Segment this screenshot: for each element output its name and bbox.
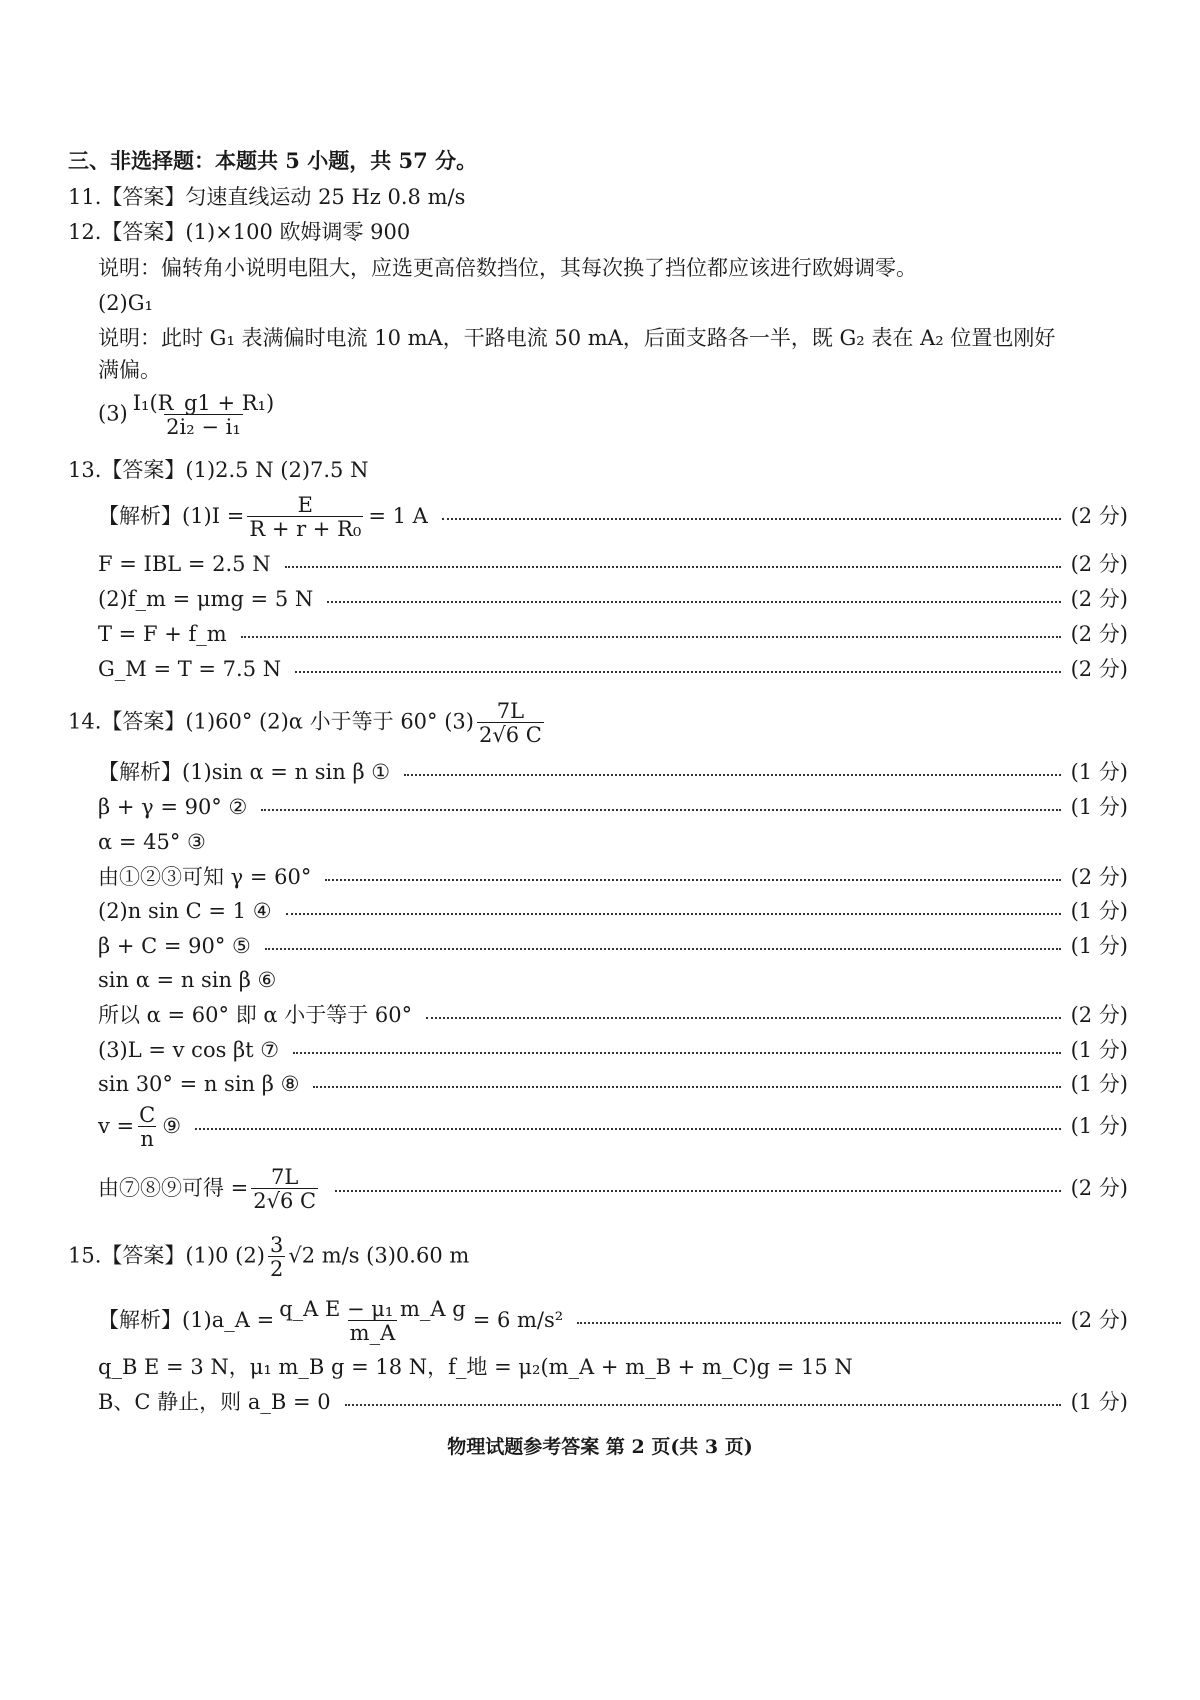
- q14-line4-text: 由①②③可知 γ = 60°: [98, 865, 312, 889]
- q14-answer: [68, 700, 547, 746]
- q12-part3-fraction: [131, 392, 276, 438]
- leader-dots: [293, 1052, 1060, 1054]
- score-points: (1 分): [1070, 1038, 1128, 1062]
- score-points: (1 分): [1070, 795, 1128, 819]
- q14-line12-fraction: [251, 1166, 318, 1212]
- q15-line1-denominator: m_A: [349, 1321, 396, 1346]
- q13-line1-prefix: 【解析】(1)I =: [98, 504, 245, 529]
- score-points: (2 分): [1070, 1003, 1128, 1027]
- q14-line8-text: 所以 α = 60° 即 α 小于等于 60°: [98, 1003, 413, 1027]
- q14-line11: [98, 1104, 1128, 1150]
- score-points: (1 分): [1070, 934, 1128, 958]
- leader-dots: [345, 1404, 1061, 1406]
- q13-line1-denominator: R + r + R₀: [249, 517, 362, 542]
- q11-answer: 11.【答案】匀速直线运动 25 Hz 0.8 m/s: [68, 185, 466, 209]
- q14-line2: [98, 795, 1128, 820]
- leader-dots: [577, 1322, 1060, 1324]
- q15-line2: q_B E = 3 N，μ₁ m_B g = 18 N，f_地 = μ₂(m_A + m_B + m_C)g = 15 N: [98, 1355, 853, 1379]
- q12-note1: 说明：偏转角小说明电阻大，应选更高倍数挡位，其每次换了挡位都应该进行欧姆调零。: [98, 256, 917, 280]
- q14-line11-prefix: v =: [98, 1114, 135, 1139]
- q15-line1-numerator: q_A E − μ₁ m_A g: [279, 1297, 466, 1321]
- leader-dots: [295, 671, 1060, 673]
- score-points: (2 分): [1070, 1308, 1128, 1333]
- q14-line11-numerator: C: [139, 1103, 156, 1127]
- q12-part3-prefix: (3): [98, 401, 128, 426]
- q13-line1: [98, 494, 1128, 540]
- q12-note2-line1: 说明：此时 G₁ 表满偏时电流 10 mA，干路电流 50 mA，后面支路各一半，既 G₂ 表在 A₂ 位置也刚好: [98, 326, 1056, 350]
- q15-line3: [98, 1390, 1128, 1415]
- q13-line5-text: G_M = T = 7.5 N: [98, 657, 282, 681]
- score-points: (1 分): [1070, 1072, 1128, 1096]
- score-points: (2 分): [1070, 587, 1128, 611]
- q13-line3: [98, 587, 1128, 612]
- q13-line2: [98, 552, 1128, 577]
- q14-answer-numerator: 7L: [496, 699, 525, 723]
- score-points: (1 分): [1070, 760, 1128, 784]
- leader-dots: [426, 1017, 1060, 1019]
- leader-dots: [265, 948, 1061, 950]
- leader-dots: [261, 809, 1060, 811]
- q15-answer-fraction: [268, 1234, 285, 1280]
- q13-answer: 13.【答案】(1)2.5 N (2)7.5 N: [68, 458, 369, 482]
- q12-part2: (2)G₁: [98, 291, 153, 315]
- score-points: (1 分): [1070, 1390, 1128, 1414]
- q15-line1-fraction: [277, 1298, 468, 1344]
- q14-line9: [98, 1038, 1128, 1063]
- q13-line4: [98, 622, 1128, 647]
- q14-line5: [98, 899, 1128, 924]
- q13-line2-text: F = IBL = 2.5 N: [98, 552, 271, 576]
- q14-line12-prefix: 由⑦⑧⑨可得 =: [98, 1176, 249, 1201]
- q14-answer-prefix: 14.【答案】(1)60° (2)α 小于等于 60° (3): [68, 709, 474, 734]
- q15-answer-rest: √2 m/s (3)0.60 m: [288, 1243, 470, 1268]
- score-points: (2 分): [1070, 504, 1128, 529]
- q13-line3-text: (2)f_m = μmg = 5 N: [98, 587, 314, 611]
- leader-dots: [241, 636, 1061, 638]
- leader-dots: [325, 879, 1060, 881]
- score-points: (2 分): [1070, 552, 1128, 576]
- leader-dots: [313, 1086, 1060, 1088]
- q13-line1-result: = 1 A: [368, 504, 428, 529]
- q12-part3-numerator: I₁(R_g1 + R₁): [132, 391, 275, 415]
- page-footer: 物理试题参考答案 第 2 页(共 3 页): [447, 1436, 753, 1458]
- section-header: 三、非选择题：本题共 5 小题，共 57 分。: [68, 148, 478, 173]
- q15-answer: [68, 1234, 469, 1280]
- score-points: (2 分): [1070, 622, 1128, 646]
- q14-line11-circle-num: ⑨: [162, 1114, 182, 1139]
- leader-dots: [286, 913, 1061, 915]
- leader-dots: [195, 1128, 1061, 1130]
- score-points: (1 分): [1070, 899, 1128, 923]
- score-points: (2 分): [1070, 1176, 1128, 1201]
- q14-line4: [98, 865, 1128, 890]
- q14-line1-text: 【解析】(1)sin α = n sin β ①: [98, 760, 391, 784]
- q12-answer: 12.【答案】(1)×100 欧姆调零 900: [68, 220, 411, 244]
- q12-note2-line2: 满偏。: [98, 358, 161, 382]
- q12-part3-denominator: 2i₂ − i₁: [166, 415, 241, 440]
- q15-line1: [98, 1298, 1128, 1344]
- q15-line1-result: = 6 m/s²: [472, 1308, 564, 1333]
- leader-dots: [442, 518, 1061, 520]
- q12-part3: [98, 392, 279, 438]
- q14-line10-text: sin 30° = n sin β ⑧: [98, 1072, 300, 1096]
- q14-line7: sin α = n sin β ⑥: [98, 968, 277, 992]
- q14-line12-numerator: 7L: [271, 1165, 299, 1189]
- q13-line5: [98, 657, 1128, 682]
- q14-line1: [98, 760, 1128, 785]
- q14-answer-denominator: 2√6 C: [478, 723, 542, 748]
- leader-dots: [404, 774, 1060, 776]
- q14-line6-text: β + C = 90° ⑤: [98, 934, 251, 958]
- q13-line1-numerator: E: [297, 493, 313, 517]
- q14-line5-text: (2)n sin C = 1 ④: [98, 899, 272, 923]
- score-points: (2 分): [1070, 657, 1128, 681]
- q13-line1-fraction: [247, 494, 363, 540]
- leader-dots: [335, 1190, 1060, 1192]
- q15-line3-text: B、C 静止，则 a_B = 0: [98, 1390, 331, 1414]
- leader-dots: [285, 566, 1061, 568]
- q15-line1-prefix: 【解析】(1)a_A =: [98, 1308, 275, 1333]
- q14-line6: [98, 934, 1128, 959]
- q14-answer-fraction: [477, 700, 544, 746]
- score-points: (2 分): [1070, 865, 1128, 889]
- q15-answer-denominator: 2: [269, 1257, 284, 1282]
- q14-line11-denominator: n: [140, 1127, 154, 1152]
- q14-line3: α = 45° ③: [98, 830, 206, 854]
- q14-line10: [98, 1072, 1128, 1097]
- q14-line12: [98, 1166, 1128, 1212]
- q14-line2-text: β + γ = 90° ②: [98, 795, 248, 819]
- q14-line8: [98, 1003, 1128, 1028]
- q15-answer-prefix: 15.【答案】(1)0 (2): [68, 1243, 265, 1268]
- q14-line9-text: (3)L = v cos βt ⑦: [98, 1038, 280, 1062]
- q13-line4-text: T = F + f_m: [98, 622, 227, 646]
- score-points: (1 分): [1070, 1114, 1128, 1139]
- leader-dots: [327, 601, 1060, 603]
- q14-line12-denominator: 2√6 C: [253, 1189, 317, 1214]
- q15-answer-numerator: 3: [269, 1233, 284, 1257]
- q14-line11-fraction: [137, 1104, 157, 1150]
